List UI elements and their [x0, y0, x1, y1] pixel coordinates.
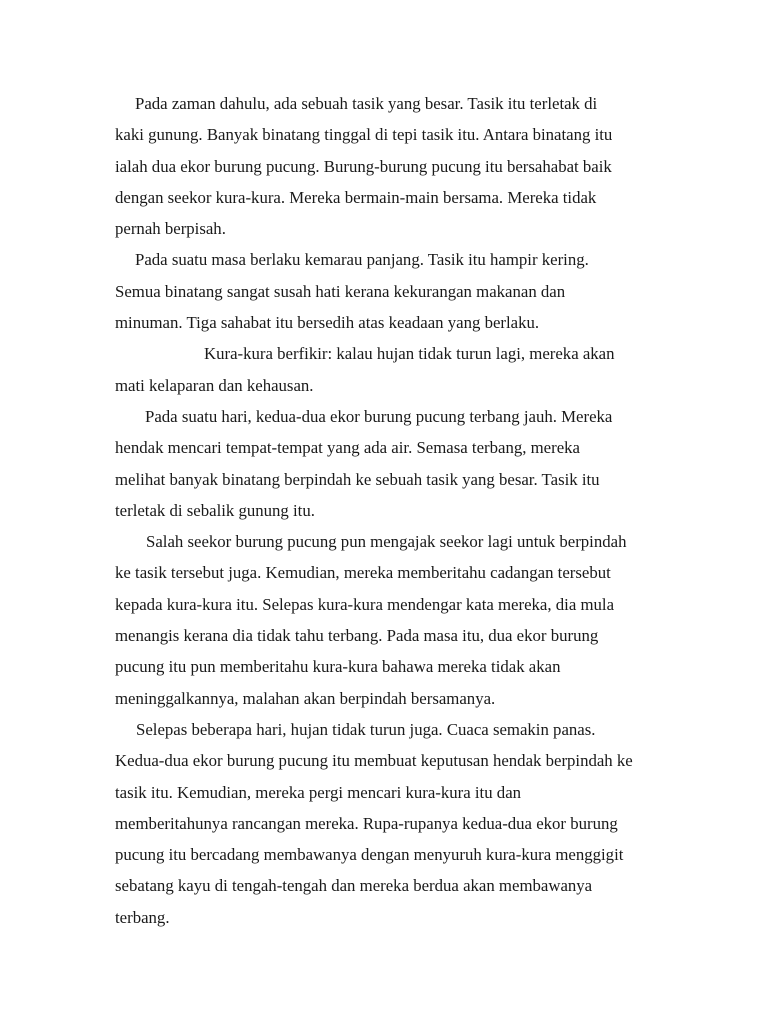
text-line: Selepas beberapa hari, hujan tidak turun juga. Cuaca semakin panas.	[136, 719, 596, 739]
text-line: melihat banyak binatang berpindah ke sebuah tasik yang besar. Tasik itu	[115, 469, 600, 489]
text-line: terletak di sebalik gunung itu.	[115, 500, 315, 520]
text-line: Kura-kura berfikir: kalau hujan tidak turun lagi, mereka akan	[204, 344, 615, 364]
text-line: Pada suatu hari, kedua-dua ekor burung pucung terbang jauh. Mereka	[145, 406, 613, 426]
text-line: kepada kura-kura itu. Selepas kura-kura mendengar kata mereka, dia mula	[115, 594, 615, 614]
text-line: Pada suatu masa berlaku kemarau panjang. Tasik itu hampir kering.	[135, 250, 589, 270]
text-line: terbang.	[115, 907, 170, 927]
paragraph-4	[115, 401, 660, 526]
text-line: tasik itu. Kemudian, mereka pergi mencari kura-kura itu dan	[115, 782, 522, 802]
paragraph-1	[115, 88, 660, 244]
text-line: hendak mencari tempat-tempat yang ada air. Semasa terbang, mereka	[115, 438, 581, 458]
text-line: mati kelaparan dan kehausan.	[115, 375, 314, 395]
text-line: ke tasik tersebut juga. Kemudian, mereka memberitahu cadangan tersebut	[115, 563, 611, 583]
text-line: minuman. Tiga sahabat itu bersedih atas keadaan yang berlaku.	[115, 313, 540, 333]
text-line: Kedua-dua ekor burung pucung itu membuat keputusan hendak berpindah ke	[115, 751, 633, 771]
story-text	[115, 88, 660, 933]
text-line: memberitahunya rancangan mereka. Rupa-rupanya kedua-dua ekor burung	[115, 813, 618, 833]
paragraph-3	[115, 338, 660, 401]
paragraph-2	[115, 244, 660, 338]
text-line: ialah dua ekor burung pucung. Burung-burung pucung itu bersahabat baik	[115, 156, 612, 176]
text-line: Pada zaman dahulu, ada sebuah tasik yang besar. Tasik itu terletak di	[135, 94, 598, 113]
paragraph-6	[115, 714, 660, 933]
text-line: pernah berpisah.	[115, 219, 226, 239]
text-line: meninggalkannya, malahan akan berpindah bersamanya.	[115, 688, 496, 708]
text-line: pucung itu pun memberitahu kura-kura bahawa mereka tidak akan	[115, 657, 561, 677]
text-line: kaki gunung. Banyak binatang tinggal di tepi tasik itu. Antara binatang itu	[115, 125, 613, 145]
text-line: dengan seekor kura-kura. Mereka bermain-main bersama. Mereka tidak	[115, 187, 597, 207]
text-line: menangis kerana dia tidak tahu terbang. Pada masa itu, dua ekor burung	[115, 626, 599, 646]
text-line: Salah seekor burung pucung pun mengajak seekor lagi untuk berpindah	[146, 532, 627, 552]
paragraph-5	[115, 526, 660, 714]
text-line: sebatang kayu di tengah-tengah dan mereka berdua akan membawanya	[115, 876, 593, 896]
text-line: pucung itu bercadang membawanya dengan menyuruh kura-kura menggigit	[115, 845, 624, 865]
text-line: Semua binatang sangat susah hati kerana kekurangan makanan dan	[115, 281, 566, 301]
